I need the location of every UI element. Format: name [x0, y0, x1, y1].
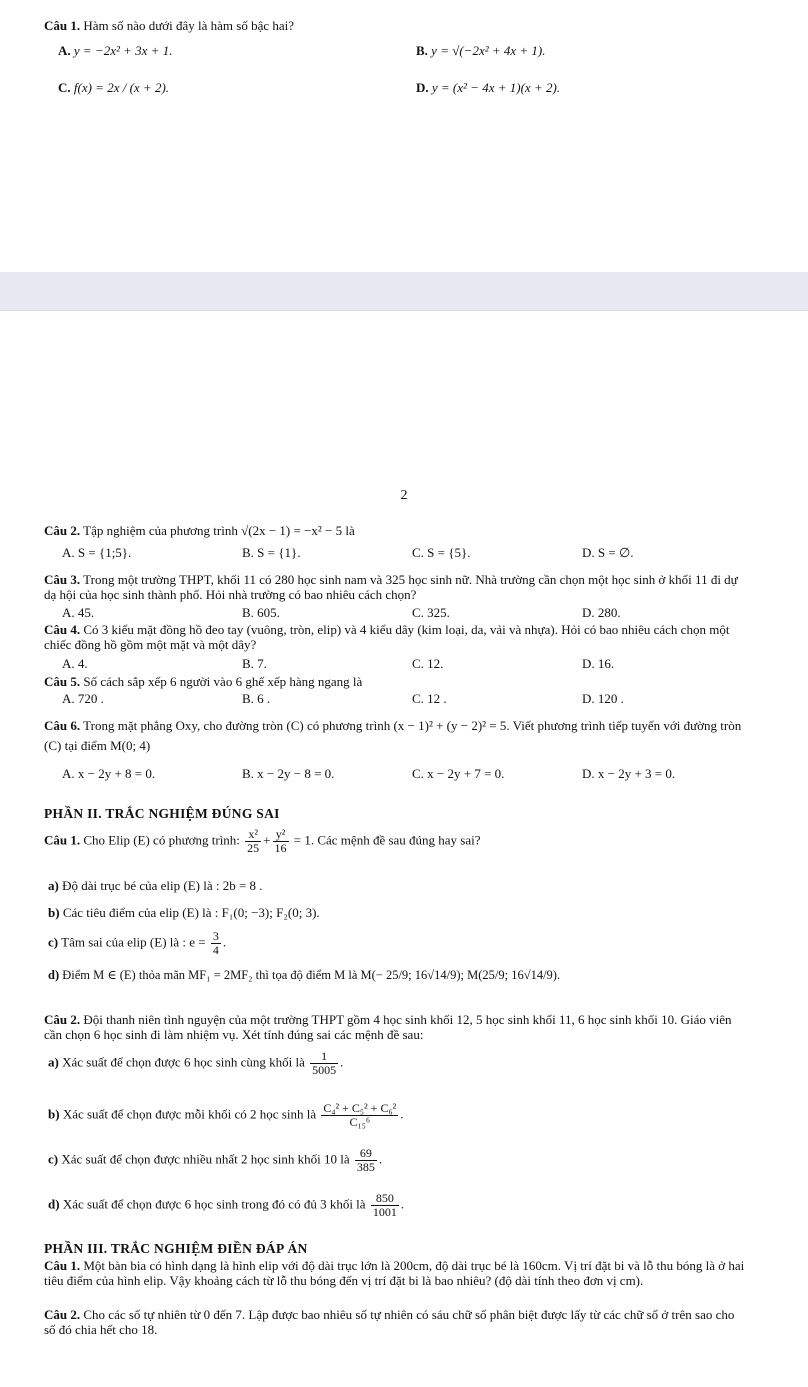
- option-a: [58, 43, 172, 59]
- option-value: y = (x² − 4x + 1)(x + 2).: [431, 80, 561, 95]
- statement-label: c): [48, 934, 59, 950]
- question-1: [44, 1258, 748, 1288]
- option-value: y = −2x² + 3x + 1.: [73, 43, 173, 58]
- statement-text: Các tiêu điểm của elip (E) là : F₁(0; −3); F₂(0; 3).: [62, 905, 320, 920]
- option-b: B. 6 .: [242, 691, 271, 706]
- statement-label: a): [48, 1054, 59, 1070]
- question-text: Trong mặt phẳng Oxy, cho đường tròn (C) có phương trình (x − 1)² + (y − 2)² = 5. Viết phương trình tiếp tuyến với đường tròn (C) tại điểm M(0; 4): [44, 718, 742, 753]
- option-label: A.: [58, 43, 71, 58]
- fraction-num: x²: [245, 828, 261, 842]
- fraction-num: 3: [212, 929, 219, 943]
- statement-text: Xác suất để chọn được nhiều nhất 2 học sinh khối 10 là: [61, 1151, 350, 1167]
- option-c: C. S = {5}.: [412, 545, 471, 560]
- question-1: Câu 1. Cho Elip (E) có phương trình: $\frac{\text{x²}}{25}$ + $\frac{\text{y²}}{16}$ = 1. Các mệnh đề sau đúng hay sai?: [44, 827, 481, 855]
- question-1: [44, 18, 748, 33]
- question-text-post: = 1. Các mệnh đề sau đúng hay sai?: [293, 832, 481, 848]
- statement-label: b): [48, 905, 60, 920]
- statement-d: d) Xác suất để chọn được 6 học sinh trong đó có đủ 3 khối là $\frac{850}{1001}$ .: [48, 1191, 405, 1219]
- fraction-num: C₄² + C₅² + C₆²: [323, 1101, 397, 1115]
- option-c: C. 325.: [412, 605, 450, 620]
- option-b: B. S = {1}.: [242, 545, 301, 560]
- option-a: A. S = {1;5}.: [62, 545, 132, 560]
- statement-d: [48, 967, 560, 983]
- fraction-den: 1001: [372, 1205, 397, 1219]
- question-3: [44, 572, 748, 602]
- question-text: Tập nghiệm của phương trình √(2x − 1) = −x² − 5 là: [83, 523, 355, 538]
- option-d: D. 16.: [582, 656, 615, 671]
- option-c: C. 12.: [412, 656, 444, 671]
- statement-label: d): [48, 968, 60, 982]
- statement-label: b): [48, 1106, 60, 1122]
- option-label: B.: [416, 43, 428, 58]
- statement-text: Xác suất để chọn được mỗi khối có 2 học sinh là: [62, 1106, 317, 1122]
- fraction: [310, 1050, 338, 1077]
- statement-label: d): [48, 1196, 60, 1212]
- option-a: A. 45.: [62, 605, 95, 620]
- option-d: D. S = ∅.: [582, 545, 634, 560]
- question-label: Câu 1.: [44, 18, 81, 33]
- question-label: Câu 6.: [44, 718, 81, 733]
- fraction-num: y²: [273, 828, 289, 842]
- question-text: Cho các số tự nhiên từ 0 đến 7. Lập được bao nhiêu số tự nhiên có sáu chữ số phân biệt được lấy từ các chữ số ở trên sao cho số đó chia hết cho 18.: [44, 1307, 735, 1337]
- option-b: B. x − 2y − 8 = 0.: [242, 766, 335, 781]
- option-a: A. 4.: [62, 656, 88, 671]
- question-text: Một bàn bia có hình dạng là hình elip với độ dài trục lớn là 200cm, độ dài trục bé là 160cm. Vị trí đặt bi và lỗ thu bóng là ở hai tiêu điểm của hình elip. Vậy khoảng cách từ lỗ thu bóng đến vị trí đặt bi là bao nhiêu? (độ dài tính theo đơn vị cm).: [44, 1258, 745, 1288]
- statement-text: Điểm M ∈ (E) thỏa mãn MF₁ = 2MF₂ thì tọa độ điểm M là M(− 25/9; 16√14/9); M(25/9; 16√14/9).: [62, 968, 561, 982]
- option-b: [416, 43, 546, 59]
- option-value: f(x) = 2x / (x + 2).: [73, 80, 170, 95]
- question-2: [44, 1012, 748, 1042]
- option-a: A. x − 2y + 8 = 0.: [62, 766, 156, 781]
- option-d: D. 120 .: [582, 691, 624, 706]
- question-label: Câu 2.: [44, 1012, 81, 1027]
- statement-b: [48, 905, 320, 921]
- question-4: [44, 622, 748, 652]
- statement-a: a) Xác suất để chọn được 6 học sinh cùng khối là $\frac{1}{5005}$ .: [48, 1049, 344, 1077]
- fraction-den: 25: [247, 841, 260, 855]
- option-value: y = √(−2x² + 4x + 1).: [431, 43, 546, 58]
- option-b: B. 7.: [242, 656, 267, 671]
- page-break-divider: [0, 310, 808, 311]
- question-2: [44, 1307, 748, 1337]
- question-text: Hàm số nào dưới đây là hàm số bậc hai?: [83, 18, 295, 33]
- statement-text: Độ dài trục bé của elip (E) là : 2b = 8 .: [62, 878, 263, 893]
- question-label: Câu 3.: [44, 572, 81, 587]
- section-title: PHẦN II. TRẮC NGHIỆM ĐÚNG SAI: [44, 806, 280, 821]
- question-label: Câu 2.: [44, 523, 81, 538]
- question-label: Câu 5.: [44, 674, 81, 689]
- question-text: Có 3 kiểu mặt đồng hồ đeo tay (vuông, tròn, elip) và 4 kiểu dây (kim loại, da, vải và nhựa). Hỏi có bao nhiêu cách chọn một chiếc đồng hồ gồm một mặt và một dây?: [44, 622, 730, 652]
- statement-text: Xác suất để chọn được 6 học sinh trong đó có đủ 3 khối là: [62, 1196, 366, 1212]
- section-title: PHẦN III. TRẮC NGHIỆM ĐIỀN ĐÁP ÁN: [44, 1241, 308, 1256]
- fraction: [273, 828, 289, 855]
- statement-label: a): [48, 878, 59, 893]
- fraction: [371, 1192, 399, 1219]
- question-label: Câu 1.: [44, 832, 81, 848]
- option-b: B. 605.: [242, 605, 280, 620]
- statement-c: c) Xác suất để chọn được nhiều nhất 2 học sinh khối 10 là $\frac{69}{385}$ .: [48, 1146, 383, 1174]
- fraction-num: 850: [371, 1192, 399, 1206]
- statement-a: [48, 878, 263, 894]
- question-label: Câu 4.: [44, 622, 81, 637]
- option-label: C.: [58, 80, 71, 95]
- fraction-den: C₁₅⁶: [349, 1115, 371, 1129]
- question-2: [44, 523, 748, 538]
- fraction: [355, 1147, 377, 1174]
- fraction: [321, 1102, 398, 1129]
- fraction-den: 385: [356, 1160, 375, 1174]
- option-label: D.: [416, 80, 429, 95]
- option-a: A. 720 .: [62, 691, 104, 706]
- statement-label: c): [48, 1151, 59, 1167]
- question-text: Đội thanh niên tình nguyện của một trường THPT gồm 4 học sinh khối 12, 5 học sinh khối 11, 6 học sinh khối 10. Giáo viên cần chọn 6 học sinh đi làm nhiệm vụ. Xét tính đúng sai các mệnh đề sau:: [44, 1012, 732, 1042]
- page-break: [0, 272, 808, 310]
- question-label: Câu 1.: [44, 1258, 81, 1273]
- fraction-den: 16: [274, 841, 287, 855]
- fraction-num: 69: [355, 1147, 377, 1161]
- page-number: 2: [400, 488, 408, 503]
- option-d: D. x − 2y + 3 = 0.: [582, 766, 676, 781]
- question-text: Số cách sắp xếp 6 người vào 6 ghế xếp hàng ngang là: [83, 674, 363, 689]
- fraction-den: 5005: [312, 1063, 337, 1077]
- question-5: [44, 674, 748, 689]
- option-c: C. 12 .: [412, 691, 447, 706]
- statement-c: c) Tâm sai của elip (E) là : e = $\frac{3}{4}$ .: [48, 929, 227, 957]
- question-6: [44, 716, 748, 756]
- statement-text: Tâm sai của elip (E) là : e =: [61, 934, 206, 950]
- fraction: [211, 930, 221, 957]
- option-d: D. 280.: [582, 605, 621, 620]
- fraction-den: 4: [212, 943, 219, 957]
- statement-b: b) Xác suất để chọn được mỗi khối có 2 học sinh là $\frac{\text{C₄² + C₅² + C₆²}}{\text{C₁₅⁶}}$ .: [48, 1101, 404, 1129]
- option-d: [416, 80, 560, 96]
- fraction: [245, 828, 261, 855]
- statement-text: Xác suất để chọn được 6 học sinh cùng khối là: [62, 1054, 305, 1070]
- fraction-num: 1: [310, 1050, 338, 1064]
- question-text: Cho Elip (E) có phương trình:: [83, 832, 240, 848]
- option-c: C. x − 2y + 7 = 0.: [412, 766, 505, 781]
- question-text: Trong một trường THPT, khối 11 có 280 học sinh nam và 325 học sinh nữ. Nhà trường cần chọn một học sinh ở khối 11 đi dự dạ hội của học sinh thành phố. Hỏi nhà trường có bao nhiêu cách chọn?: [44, 572, 738, 602]
- question-label: Câu 2.: [44, 1307, 81, 1322]
- option-c: [58, 80, 169, 96]
